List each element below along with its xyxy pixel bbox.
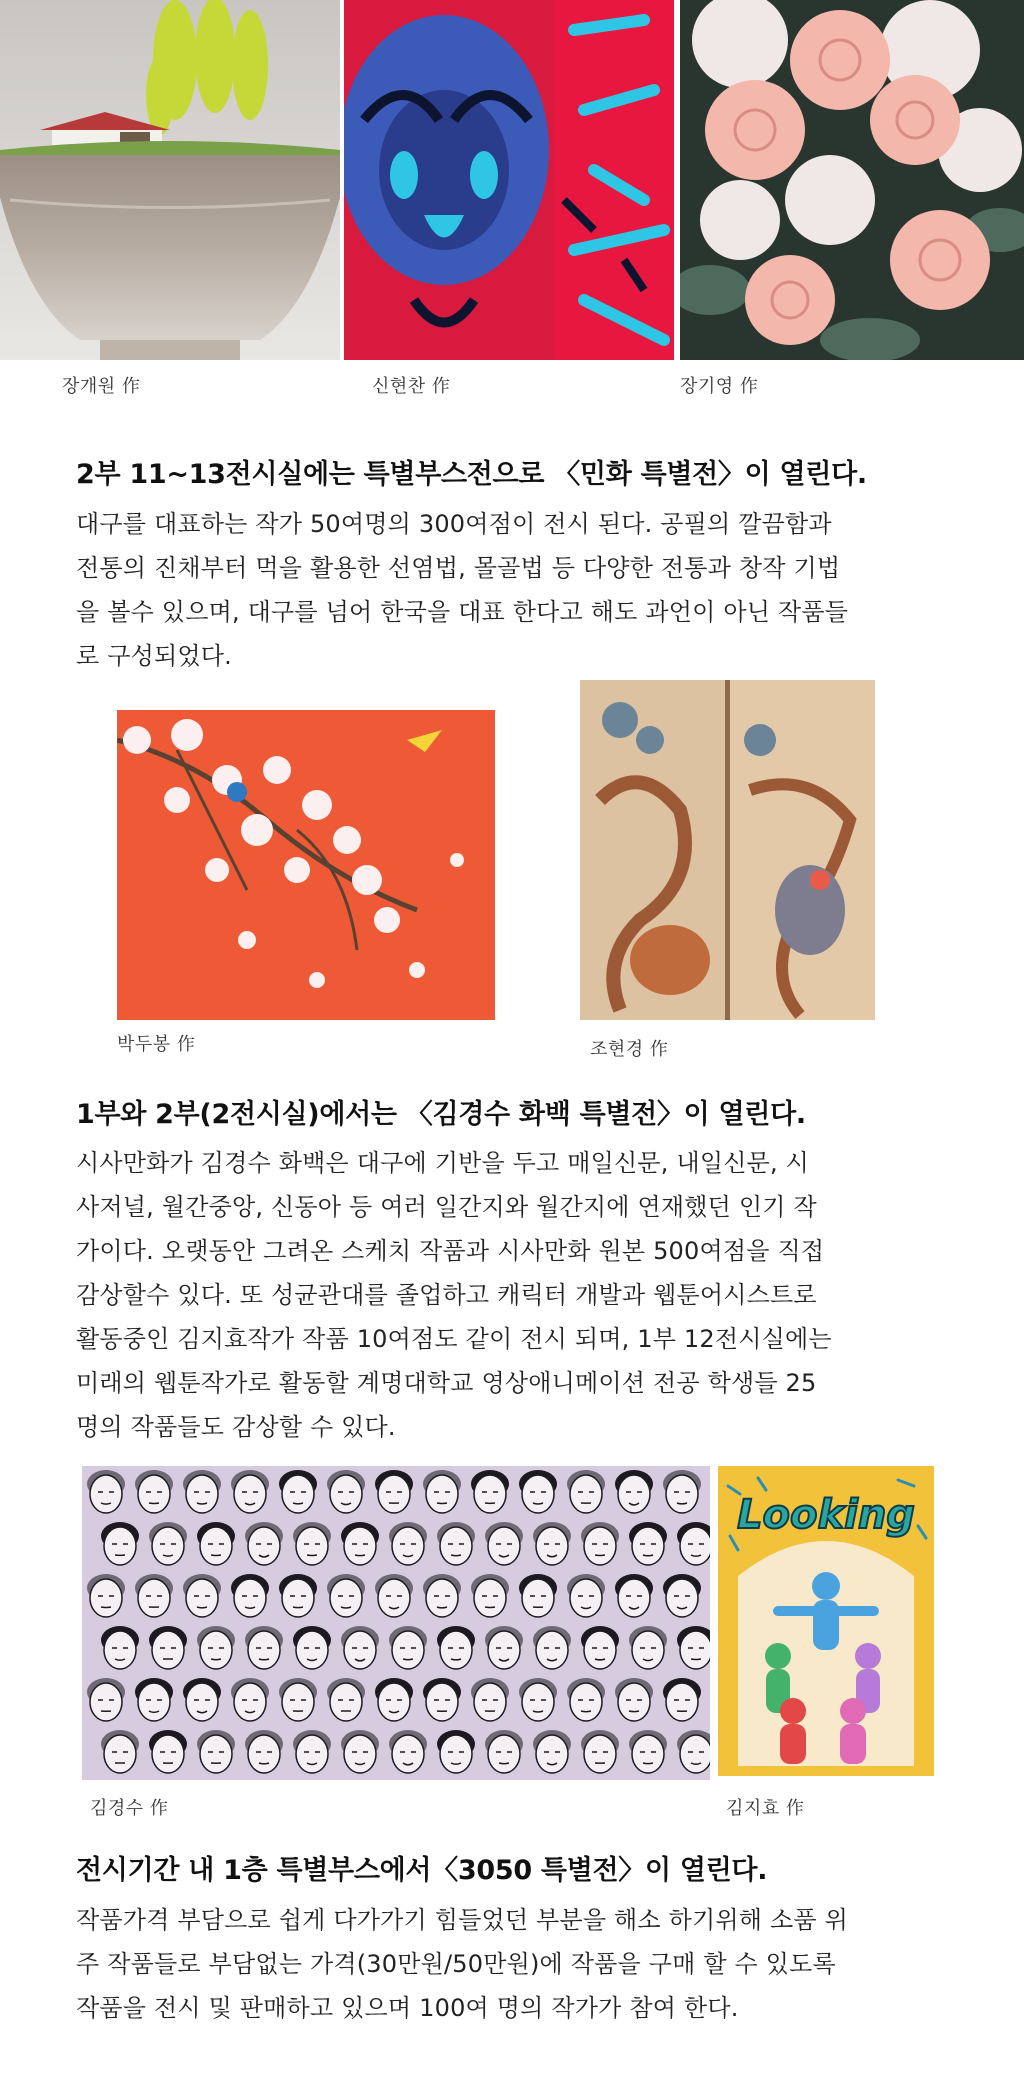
paragraph-line: 을 볼수 있으며, 대구를 넘어 한국을 대표 한다고 해도 과언이 아닌 작품들	[76, 598, 849, 626]
looking-poster	[718, 1466, 934, 1776]
minhwa-folding-screen	[580, 680, 875, 1020]
paragraph-line: 대구를 대표하는 작가 50여명의 300여점이 전시 된다. 공필의 깔끔함과	[76, 510, 832, 538]
section-heading: 전시기간 내 1층 특별부스에서〈3050 특별전〉이 열린다.	[76, 1855, 768, 1886]
artwork-caption: 김지효 作	[726, 1798, 805, 1819]
paragraph-line: 가이다. 오랫동안 그려온 스케치 작품과 시사만화 원본 500여점을 직접	[76, 1237, 825, 1265]
artwork-caption: 장개원 作	[62, 376, 141, 397]
bowl-house-painting	[0, 0, 340, 360]
artwork-caption: 김경수 作	[90, 1798, 169, 1819]
rose-bouquet-painting	[680, 0, 1024, 360]
paragraph-line: 미래의 웹툰작가로 활동할 계명대학교 영상애니메이션 전공 학생들 25	[76, 1369, 817, 1397]
paragraph-line: 작품가격 부담으로 쉽게 다가가기 힘들었던 부분을 해소 하기위해 소품 위	[76, 1906, 848, 1934]
paragraph-line: 활동중인 김지효작가 작품 10여점도 같이 전시 되며, 1부 12전시실에는	[76, 1325, 832, 1353]
paragraph-line: 로 구성되었다.	[76, 642, 232, 670]
paragraph-line: 전통의 진채부터 먹을 활용한 선염법, 몰골법 등 다양한 전통과 창작 기법	[76, 554, 841, 582]
artwork-caption: 박두봉 作	[117, 1034, 196, 1055]
paragraph-line: 주 작품들로 부담없는 가격(30만원/50만원)에 작품을 구매 할 수 있도록	[76, 1950, 836, 1978]
artwork-caption: 장기영 作	[680, 376, 759, 397]
magnolia-painting	[117, 710, 495, 1020]
paragraph-line: 감상할수 있다. 또 성균관대를 졸업하고 캐릭터 개발과 웹툰어시스트로	[76, 1281, 817, 1309]
section-paragraph	[76, 1141, 956, 1449]
cartoon-face-painting	[344, 0, 674, 360]
artwork-caption: 신현찬 作	[372, 376, 451, 397]
artwork-caption: 조현경 作	[590, 1039, 669, 1060]
poster-title: Looking	[737, 1492, 915, 1538]
section-paragraph	[76, 1898, 956, 2030]
paragraph-line: 명의 작품들도 감상할 수 있다.	[76, 1413, 396, 1441]
section-paragraph	[76, 502, 956, 678]
paragraph-line: 시사만화가 김경수 화백은 대구에 기반을 두고 매일신문, 내일신문, 시	[76, 1149, 810, 1177]
section-heading: 2부 11~13전시실에는 특별부스전으로 〈민화 특별전〉이 열린다.	[76, 459, 867, 490]
paragraph-line: 작품을 전시 및 판매하고 있으며 100여 명의 작가가 참여 한다.	[76, 1994, 739, 2022]
section-heading: 1부와 2부(2전시실)에서는 〈김경수 화백 특별전〉이 열린다.	[76, 1099, 806, 1130]
paragraph-line: 사저널, 월간중앙, 신동아 등 여러 일간지와 월간지에 연재했던 인기 작	[76, 1193, 817, 1221]
caricature-crowd	[82, 1466, 710, 1780]
